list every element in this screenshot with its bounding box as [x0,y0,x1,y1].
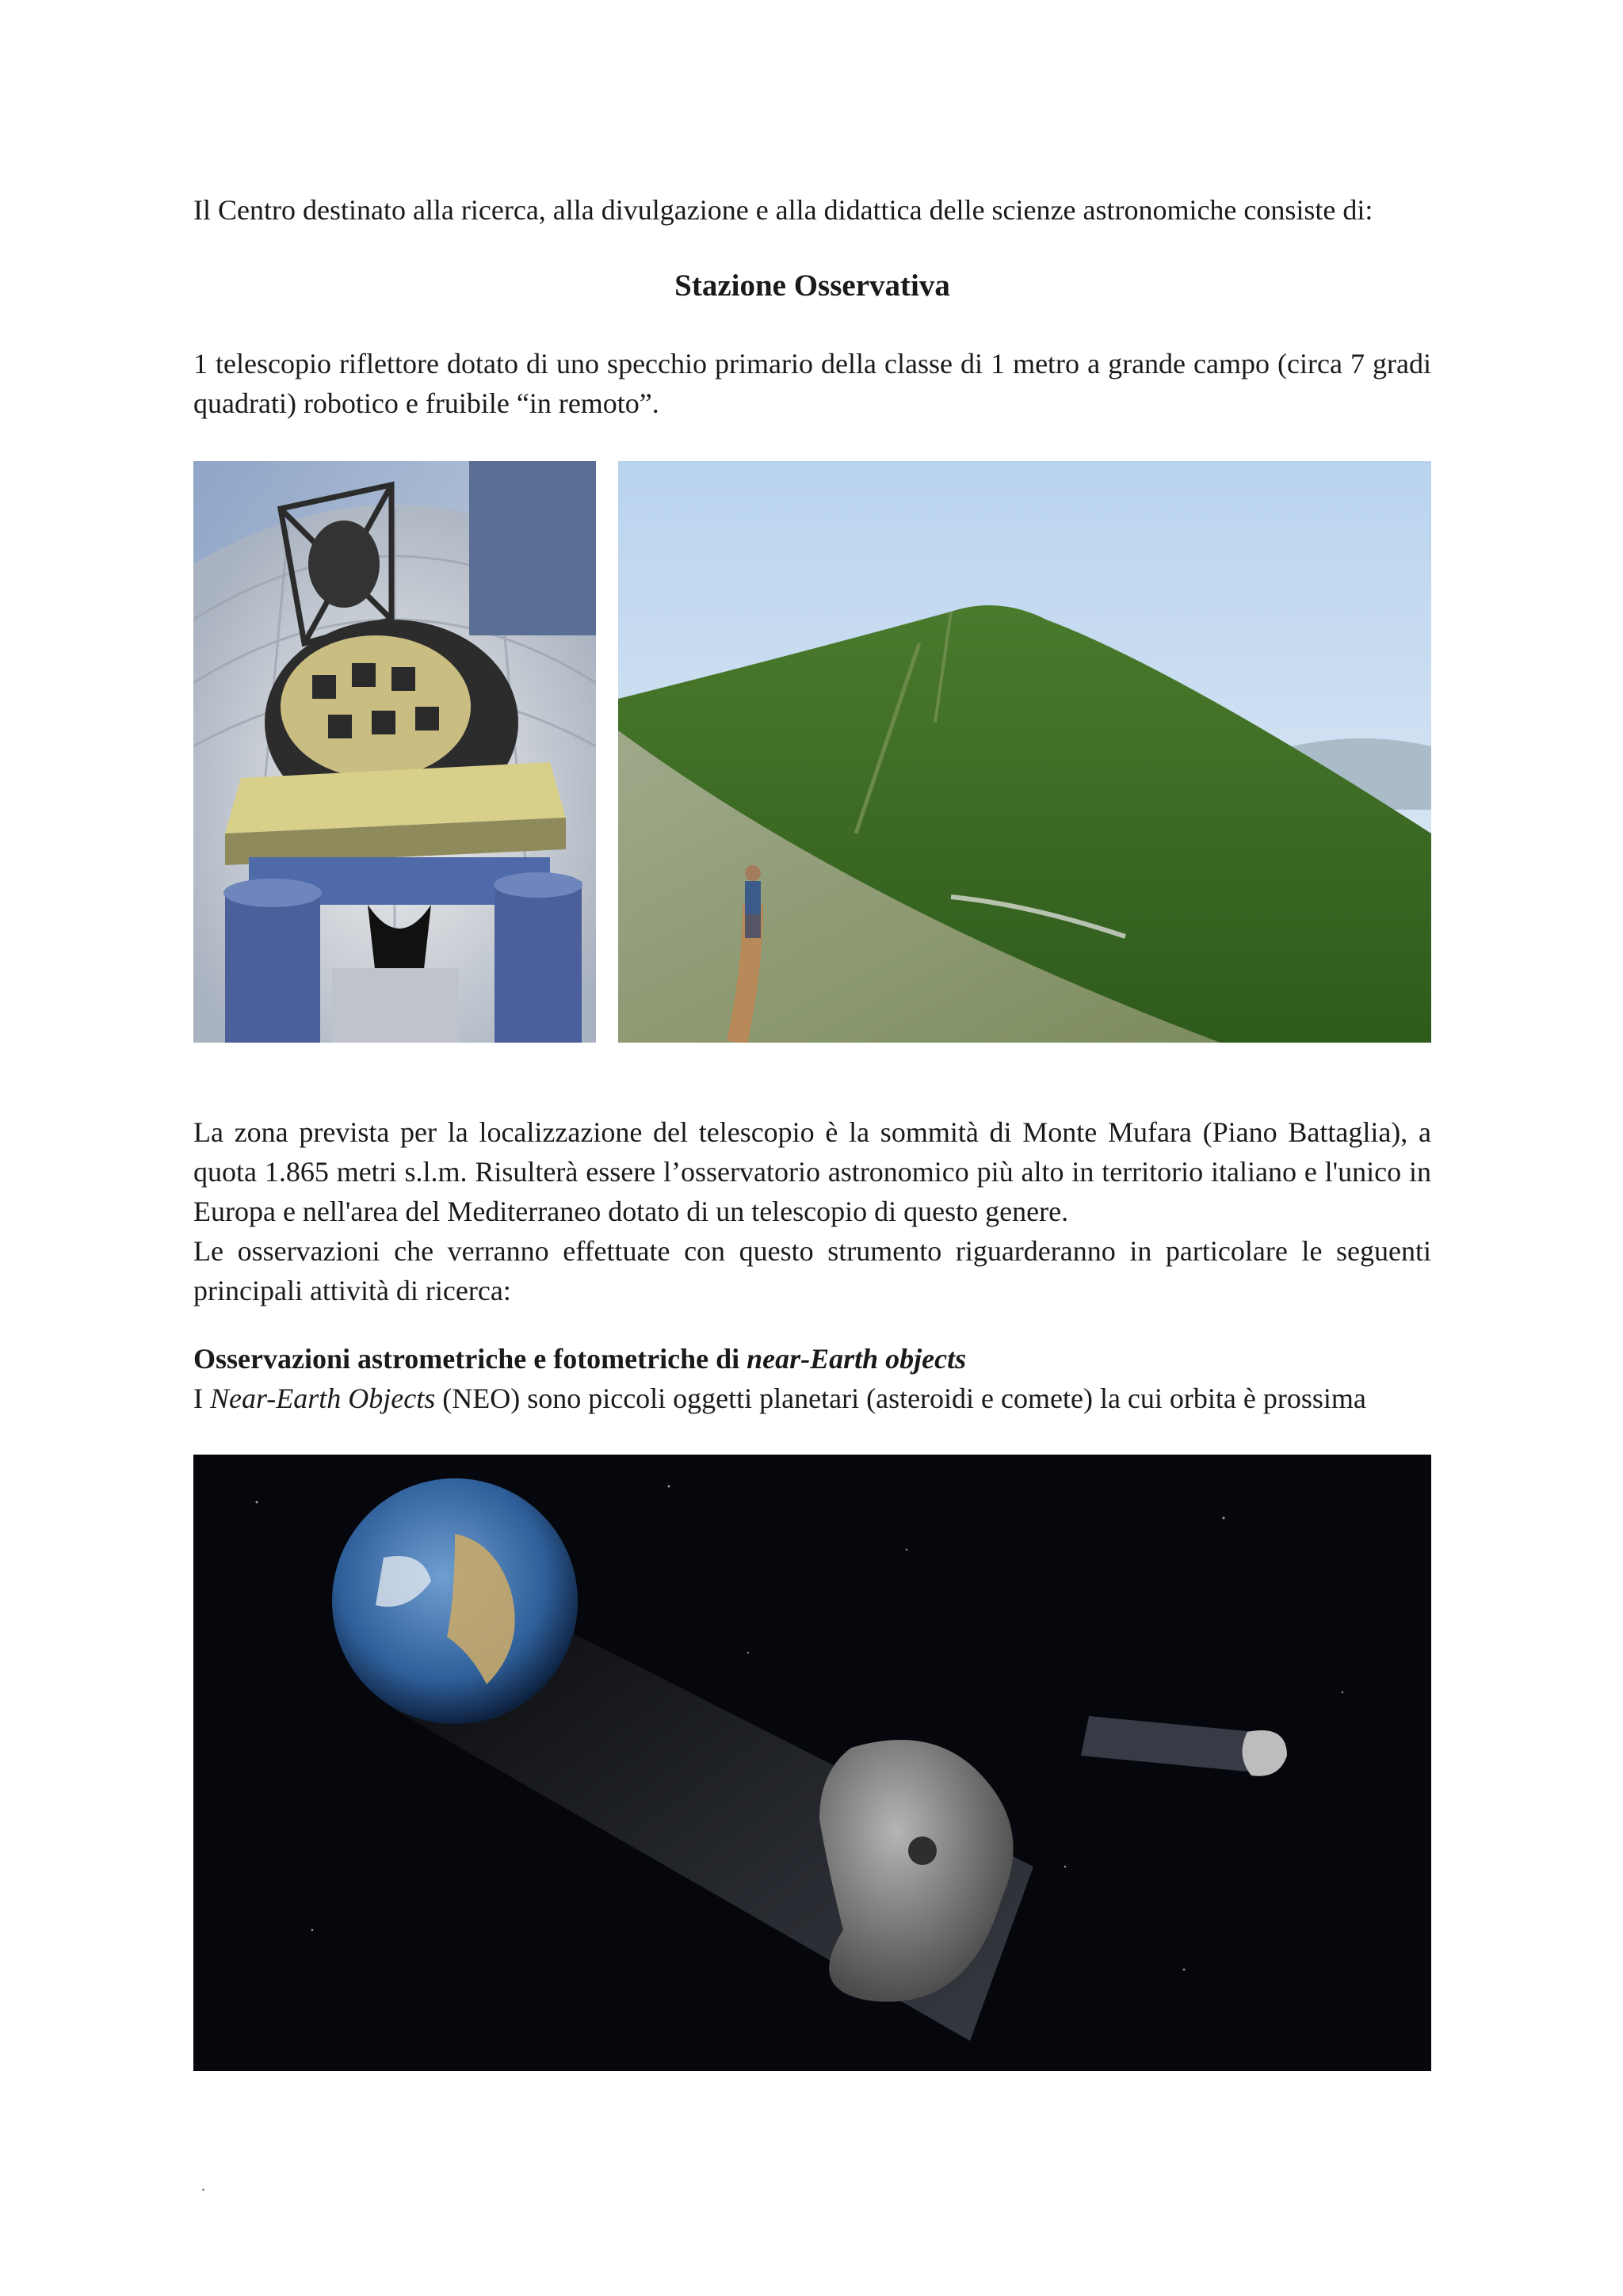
intro-paragraph: Il Centro destinato alla ricerca, alla divulgazione e alla didattica delle scienze astronomiche consiste di: [193,194,1373,226]
earth-asteroid-illustration [193,1455,1431,2071]
neo-paragraph [193,1379,1431,1418]
neo-heading-text: Osservazioni astrometriche e fotometriche di [193,1343,747,1375]
telescope-photo [193,461,596,1043]
neo-text-suffix: (NEO) sono piccoli oggetti planetari (asteroidi e comete) la cui orbita è prossima [435,1383,1366,1414]
footer-mark: . [201,2177,205,2195]
neo-heading [193,1339,1431,1379]
telescope-description: 1 telescopio riflettore dotato di uno specchio primario della classe di 1 metro a grande campo (circa 7 gradi quadrati) robotico e fruibile “in remoto”. [193,348,1431,419]
neo-text-italic: Near-Earth Objects [210,1383,436,1414]
neo-heading-italic: near-Earth objects [747,1343,967,1375]
neo-text-prefix: I [193,1383,210,1414]
section-title: Stazione Osservativa [674,269,950,303]
monte-mufara-photo [618,461,1431,1043]
location-paragraph: La zona prevista per la localizzazione del telescopio è la sommità di Monte Mufara (Piano Battaglia), a quota 1.865 metri s.l.m. Risulterà essere l’osservatorio astronomico più alto in territorio italiano e l'unico in Europa e nell'area del Mediterraneo dotato di un telescopio di questo genere. [193,1116,1431,1227]
activities-paragraph: Le osservazioni che verranno effettuate con questo strumento riguarderanno in particolare le seguenti principali attività di ricerca: [193,1235,1431,1306]
